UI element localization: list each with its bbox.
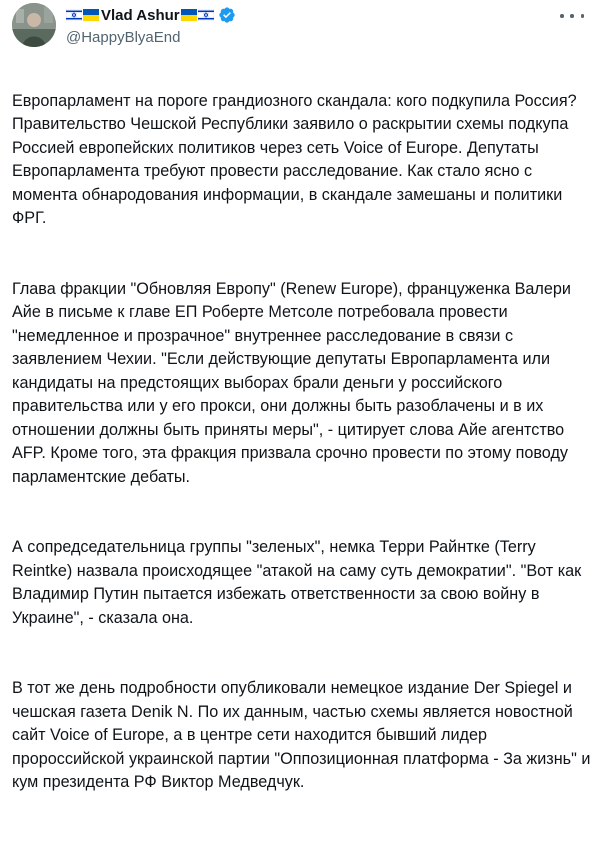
tweet-paragraph: В тот же день подробности опубликовали немецкое издание Der Spiegel и чешская газета Denik N. По их данным, частью схемы является новостной сайт Voice of Europe, а в центре сети находится бывший лидер пророссийской украинской партии "Оппозиционная платформа - За жизнь" и кум президента РФ Виктор Медведчук.: [12, 679, 591, 791]
author-name-row[interactable]: [66, 4, 236, 26]
tweet-paragraph: Европарламент на пороге грандиозного скандала: кого подкупила Россия? Правительство Чешской Республики заявило о раскрытии схемы подкупа Россией европейских политиков через сеть Voice of Europe. Депутаты Европарламента требуют провести расследование. Как стало ясно с момента обнародования информации, в скандале замешаны и политики ФРГ.: [12, 91, 577, 227]
verified-badge-icon[interactable]: [218, 6, 236, 24]
avatar-photo-icon: [12, 3, 56, 47]
more-dot-icon: [560, 14, 564, 18]
author-display-name[interactable]: Vlad Ashur: [101, 6, 180, 24]
author-handle[interactable]: @HappyBlyaEnd: [66, 29, 181, 46]
more-options-button[interactable]: [560, 8, 584, 24]
ukraine-flag-icon: [181, 9, 197, 21]
israel-flag-icon: [198, 9, 214, 21]
tweet-header: [10, 0, 590, 58]
author-block: [66, 4, 236, 46]
more-dot-icon: [570, 14, 574, 18]
tweet-paragraph: А сопредседательница группы "зеленых", немка Терри Райнтке (Terry Reintke) назвала происходящее "атакой на саму суть демократии". "Вот как Владимир Путин пытается избежать ответственности за свою войну в Украине", - сказала она.: [12, 538, 582, 627]
tweet-text: [10, 66, 592, 842]
israel-flag-icon: [66, 9, 82, 21]
tweet-paragraph: Глава фракции "Обновляя Европу" (Renew Europe), француженка Валери Айе в письме к главе ЕП Роберте Метсоле потребовала провести "немедленное и прозрачное" внутреннее расследование в связи с заявлением Чехии. "Если действующие депутаты Европарламента или кандидаты на предстоящих выборах брали деньги у российского правительства или у его прокси, они должны быть разоблачены и в их отношении должны быть приняты меры", - цитирует слова Айе агентство AFP. Кроме того, эта фракция призвала срочно провести по этому поводу парламентские дебаты.: [12, 279, 571, 486]
more-dot-icon: [581, 14, 585, 18]
avatar[interactable]: [12, 3, 56, 47]
ukraine-flag-icon: [83, 9, 99, 21]
